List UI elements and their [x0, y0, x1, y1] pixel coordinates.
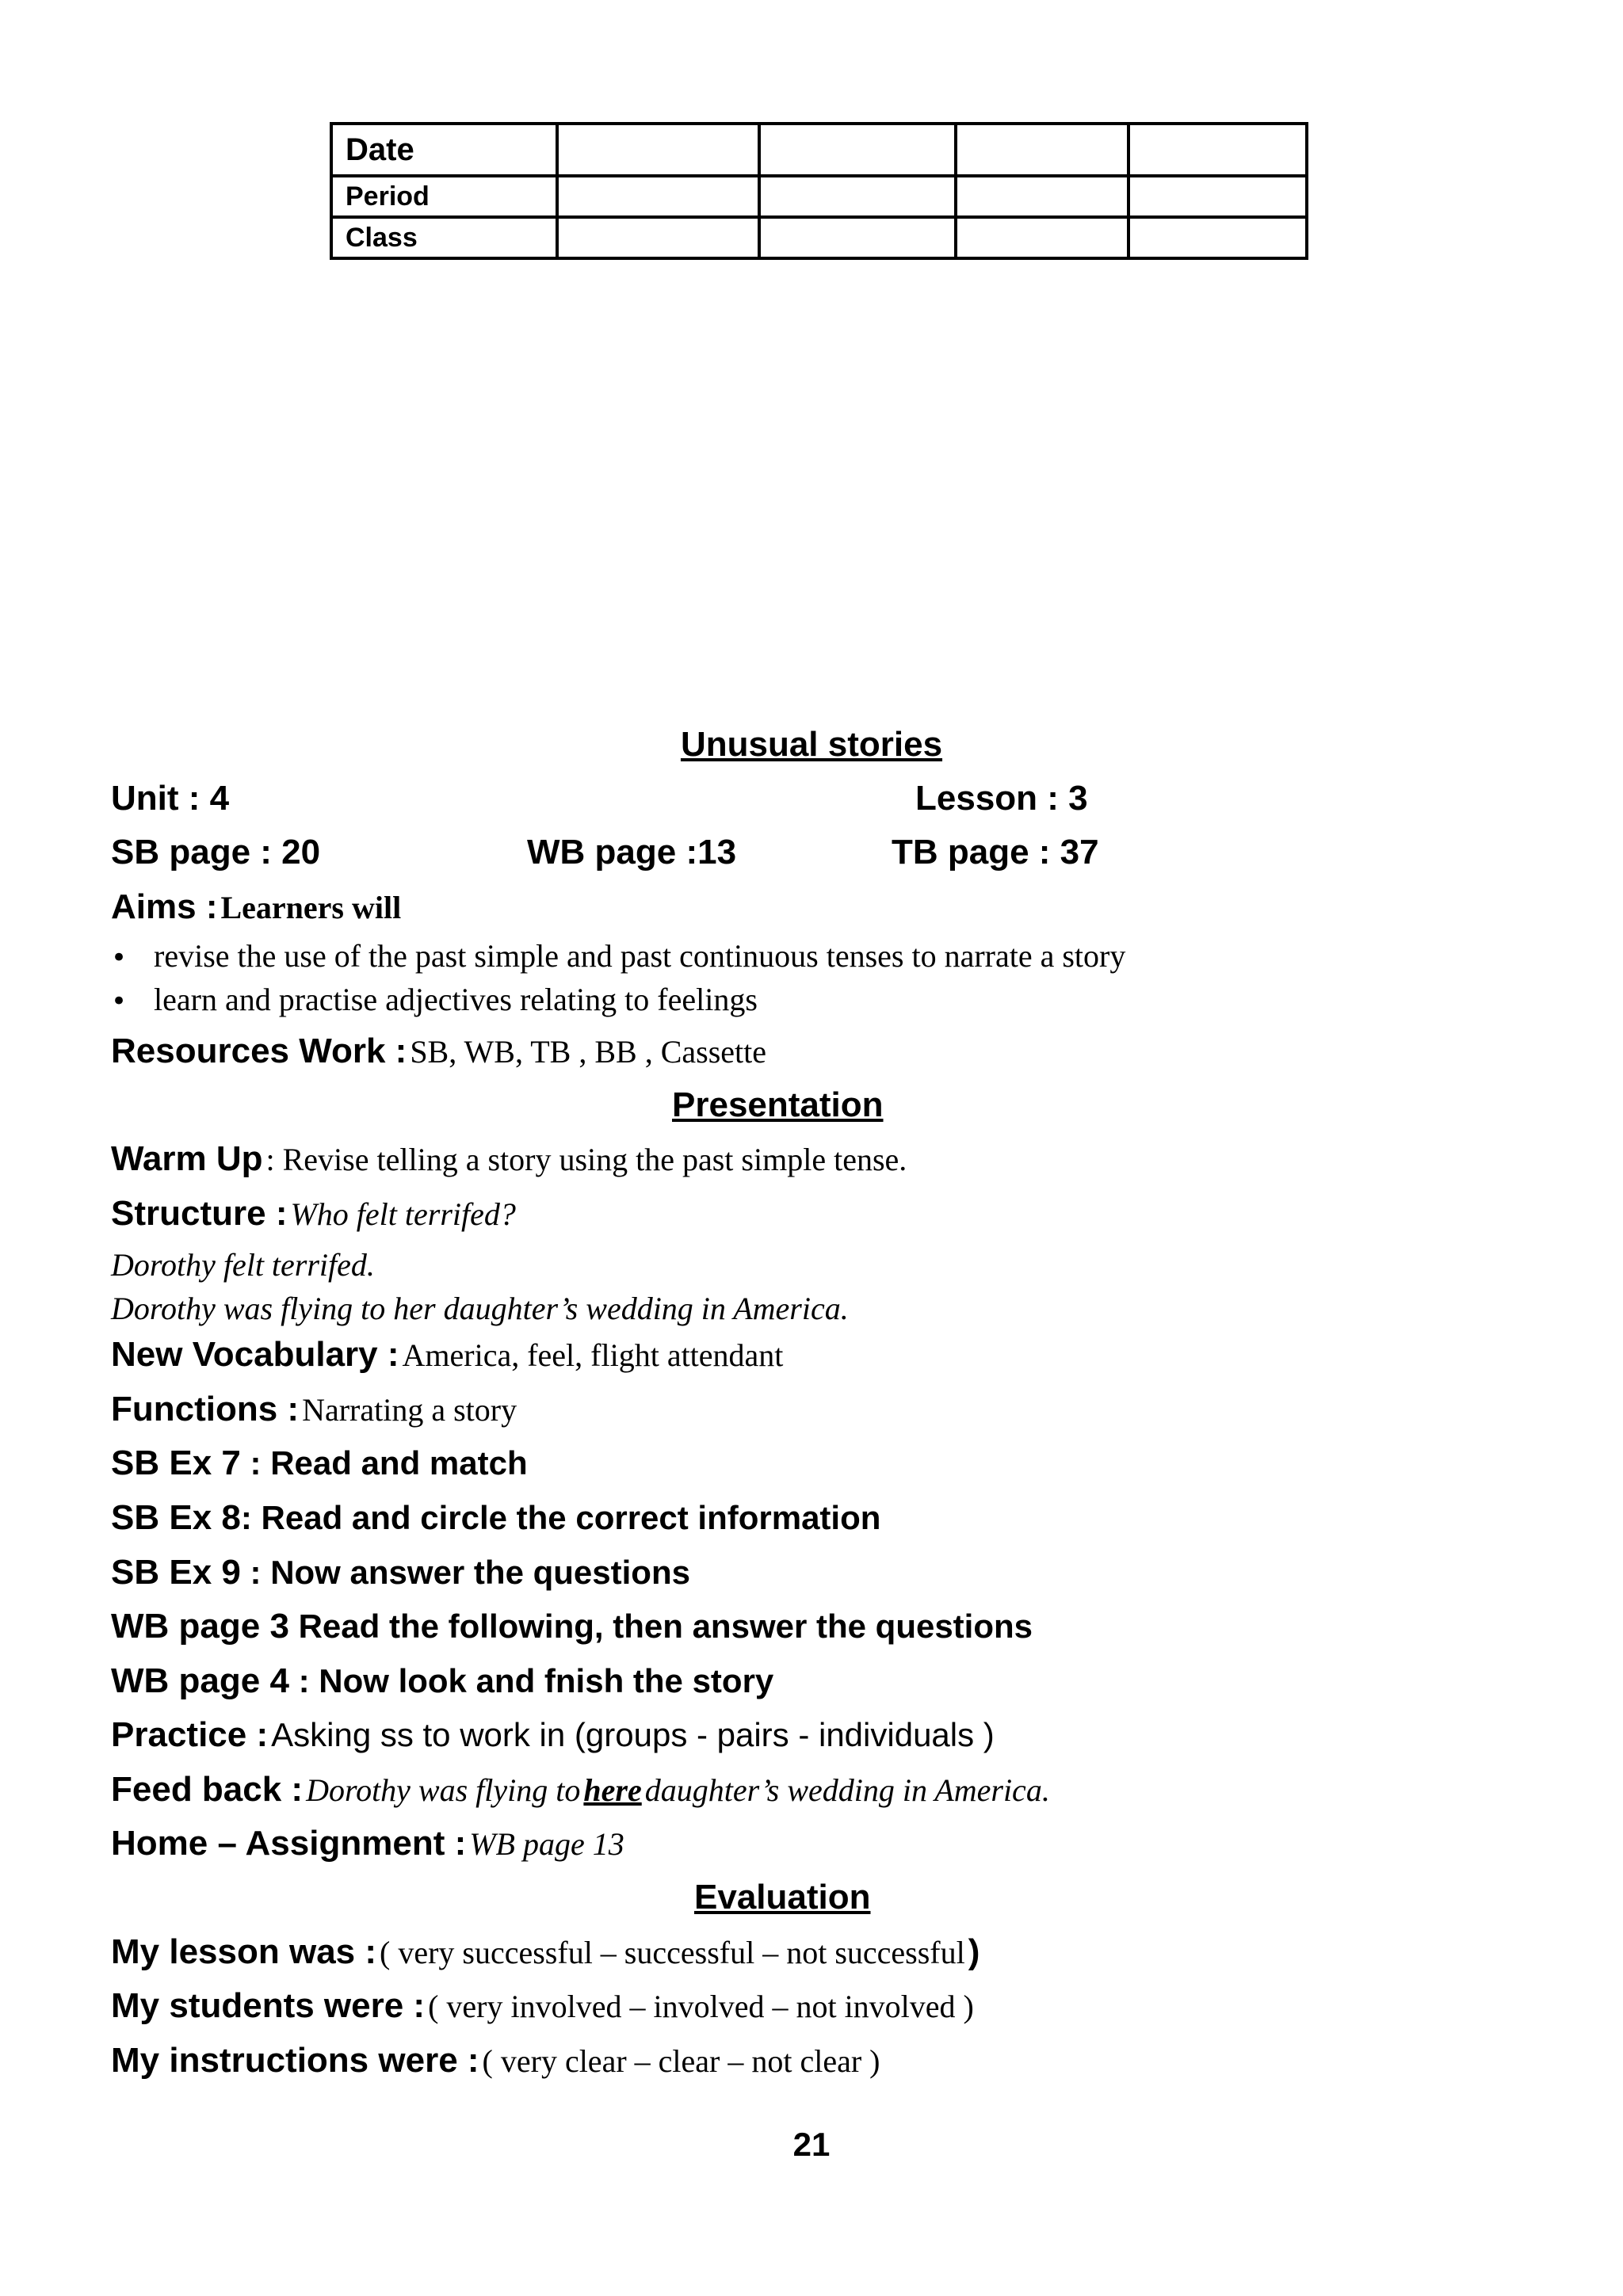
- functions-label: Functions :: [111, 1390, 300, 1428]
- resources-value: SB, WB, TB , BB , Cassette: [410, 1034, 766, 1070]
- aim-item: • learn and practise adjectives relating to feelings: [111, 982, 758, 1017]
- table-label-period: Period: [331, 176, 557, 217]
- bullet-icon: •: [111, 942, 128, 974]
- table-cell: [1128, 124, 1307, 176]
- table-label-date: Date: [331, 124, 557, 176]
- table-label-class: Class: [331, 217, 557, 258]
- exercise-sb7: SB Ex 7 : Read and match: [111, 1444, 528, 1482]
- aims-line: [111, 887, 401, 927]
- practice-line: [111, 1715, 995, 1755]
- warmup-value: : Revise telling a story using the past simple tense.: [265, 1142, 907, 1177]
- presentation-heading: Presentation: [672, 1085, 884, 1124]
- evaluation-students: My students were : ( very involved – involved – not involved ): [111, 1986, 974, 2025]
- table-row: [331, 176, 1307, 217]
- sb-page: SB page : 20: [111, 833, 321, 871]
- tb-page: TB page : 37: [892, 833, 1099, 871]
- exercise-wb3: WB page 3 Read the following, then answer the questions: [111, 1607, 1033, 1646]
- lesson-label: Lesson :: [915, 779, 1059, 818]
- date-period-class-table: [330, 122, 1308, 260]
- wb-page: WB page :13: [527, 833, 737, 871]
- table-cell: [1128, 217, 1307, 258]
- unit-label: Unit :: [111, 779, 200, 818]
- exercise-wb4: WB page 4 : Now look and fnish the story: [111, 1661, 774, 1700]
- exercise-sb9: SB Ex 9 : Now answer the questions: [111, 1553, 690, 1592]
- practice-value: Asking ss to work in (groups - pairs - individuals ): [271, 1716, 995, 1753]
- unit-value: 4: [209, 779, 230, 818]
- vocabulary-line: [111, 1335, 783, 1375]
- evaluation-heading: Evaluation: [694, 1878, 871, 1917]
- bullet-icon: •: [111, 986, 128, 1017]
- table-row: [331, 217, 1307, 258]
- unit-line: [111, 779, 229, 818]
- table-cell: [557, 124, 759, 176]
- table-cell: [1128, 176, 1307, 217]
- structure-line: [111, 1194, 516, 1234]
- table-row: [331, 124, 1307, 176]
- feedback-line: Feed back : Dorothy was flying to here daughter’s wedding in America.: [111, 1770, 1050, 1809]
- functions-line: [111, 1390, 517, 1429]
- feedback-emphasis: here: [583, 1772, 642, 1808]
- warmup-line: [111, 1139, 907, 1179]
- table-cell: [759, 124, 956, 176]
- resources-label: Resources Work :: [111, 1032, 407, 1070]
- table-cell: [759, 176, 956, 217]
- vocabulary-label: New Vocabulary :: [111, 1335, 399, 1374]
- aims-label: Aims :: [111, 887, 218, 926]
- table-cell: [557, 217, 759, 258]
- table-cell: [557, 176, 759, 217]
- structure-example: Dorothy was flying to her daughter’s wedding in America.: [111, 1291, 849, 1326]
- table-cell: [956, 217, 1128, 258]
- lesson-value: 3: [1068, 779, 1088, 818]
- table-cell: [956, 124, 1128, 176]
- page-number: 21: [792, 2126, 831, 2163]
- evaluation-lesson: My lesson was : ( very successful – successful – not successful ): [111, 1932, 980, 1971]
- feedback-label: Feed back :: [111, 1770, 304, 1809]
- functions-value: Narrating a story: [302, 1392, 517, 1428]
- structure-label: Structure :: [111, 1194, 288, 1233]
- lesson-line: [915, 779, 1088, 818]
- lesson-title: Unusual stories: [680, 725, 943, 764]
- evaluation-instructions: My instructions were : ( very clear – clear – not clear ): [111, 2041, 880, 2080]
- table-cell: [956, 176, 1128, 217]
- vocabulary-value: America, feel, flight attendant: [402, 1337, 784, 1373]
- exercise-sb8: SB Ex 8: Read and circle the correct information: [111, 1498, 881, 1537]
- homework-label: Home – Assignment :: [111, 1824, 467, 1863]
- homework-line: [111, 1824, 624, 1863]
- aim-item: • revise the use of the past simple and past continuous tenses to narrate a story: [111, 938, 1126, 974]
- resources-line: [111, 1032, 766, 1071]
- warmup-label: Warm Up: [111, 1139, 263, 1178]
- aims-intro: Learners will: [220, 890, 402, 925]
- practice-label: Practice :: [111, 1715, 269, 1754]
- structure-answer: Dorothy felt terrifed.: [111, 1247, 375, 1283]
- homework-value: WB page 13: [469, 1826, 624, 1862]
- structure-question: Who felt terrifed?: [290, 1196, 516, 1232]
- table-cell: [759, 217, 956, 258]
